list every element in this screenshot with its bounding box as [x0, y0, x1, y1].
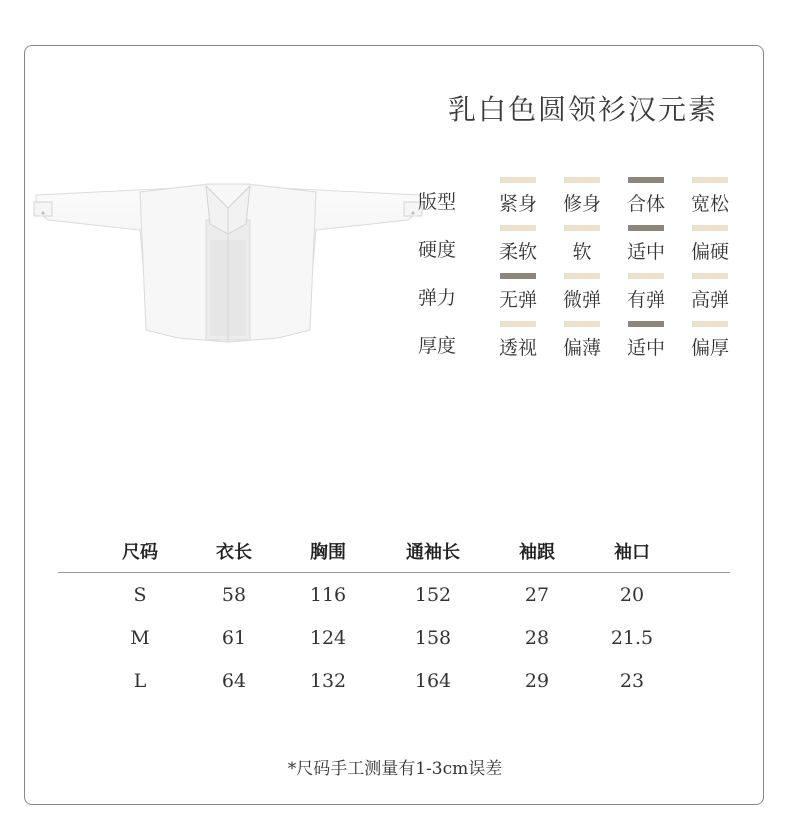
attr-indicator-bar [564, 177, 600, 183]
attr-indicator-bar [500, 321, 536, 327]
attr-indicator-bar [692, 177, 728, 183]
table-cell: 61 [221, 626, 247, 649]
attr-option-label: 有弹 [626, 289, 665, 311]
fabric-attributes [418, 168, 742, 360]
table-row [58, 659, 730, 702]
attr-indicator-bar [692, 225, 728, 231]
attr-indicator-bar [628, 225, 664, 231]
table-cell: 20 [619, 583, 645, 606]
attr-option [614, 177, 678, 216]
table-cell: 152 [414, 583, 452, 606]
attr-option [550, 321, 614, 360]
attr-option [486, 225, 550, 264]
attr-option-label: 修身 [562, 193, 601, 215]
attr-indicator-bar [628, 273, 664, 279]
attr-option [550, 177, 614, 216]
attr-option [550, 225, 614, 264]
attr-indicator-bar [692, 273, 728, 279]
attr-label: 厚度 [418, 335, 457, 357]
attr-option [614, 273, 678, 312]
attr-option-label: 无弹 [498, 289, 537, 311]
table-cell: 158 [414, 626, 452, 649]
attr-indicator-bar [500, 177, 536, 183]
attr-option-label: 微弹 [562, 289, 601, 311]
attr-option-label: 柔软 [498, 241, 537, 263]
attr-indicator-bar [628, 177, 664, 183]
header-chest: 胸围 [310, 542, 346, 563]
table-cell: L [133, 669, 147, 692]
attr-row-elasticity [418, 264, 742, 312]
table-cell: 58 [221, 583, 247, 606]
attr-row-hardness [418, 216, 742, 264]
table-cell: 132 [309, 669, 347, 692]
table-row [58, 573, 730, 616]
attr-option [486, 321, 550, 360]
attr-option-label: 合体 [626, 193, 665, 215]
attr-option-label: 高弹 [690, 289, 729, 311]
attr-option [486, 273, 550, 312]
product-title: 乳白色圆领衫汉元素 [447, 93, 718, 126]
table-cell: 21.5 [610, 626, 654, 649]
size-table-header [58, 530, 730, 573]
header-size: 尺码 [122, 542, 158, 563]
table-cell: 124 [309, 626, 347, 649]
header-sleeve-length: 通袖长 [406, 542, 460, 563]
attr-option [678, 273, 742, 312]
attr-indicator-bar [692, 321, 728, 327]
attr-option-label: 适中 [626, 241, 665, 263]
attr-option [614, 225, 678, 264]
attr-option [678, 225, 742, 264]
table-cell: 23 [619, 669, 645, 692]
size-table [58, 530, 730, 702]
attr-label: 弹力 [418, 287, 457, 309]
table-cell: 116 [309, 583, 347, 606]
header-sleeve-root: 袖跟 [519, 542, 555, 563]
attr-option-label: 适中 [626, 337, 665, 359]
garment-image [28, 180, 428, 350]
attr-option-label: 透视 [498, 337, 537, 359]
table-cell: 28 [524, 626, 550, 649]
header-length: 衣长 [216, 542, 252, 563]
measurement-note: *尺码手工测量有1-3cm误差 [287, 759, 503, 779]
attr-option-label: 宽松 [690, 193, 729, 215]
table-cell: 164 [414, 669, 452, 692]
attr-option [614, 321, 678, 360]
attr-indicator-bar [500, 273, 536, 279]
attr-row-fit [418, 168, 742, 216]
attr-option-label: 偏薄 [562, 337, 601, 359]
attr-indicator-bar [500, 225, 536, 231]
attr-option-label: 偏硬 [690, 241, 729, 263]
attr-indicator-bar [564, 273, 600, 279]
attr-label: 硬度 [418, 239, 457, 261]
attr-option-label: 偏厚 [690, 337, 729, 359]
attr-row-thickness [418, 312, 742, 360]
table-cell: S [133, 583, 147, 606]
attr-option [486, 177, 550, 216]
table-cell: 27 [524, 583, 550, 606]
attr-option [678, 177, 742, 216]
table-cell: M [130, 626, 150, 649]
header-cuff: 袖口 [614, 542, 650, 563]
attr-indicator-bar [564, 225, 600, 231]
table-cell: 64 [221, 669, 247, 692]
table-cell: 29 [524, 669, 550, 692]
attr-option-label: 软 [572, 241, 592, 263]
attr-indicator-bar [628, 321, 664, 327]
attr-option [550, 273, 614, 312]
attr-indicator-bar [564, 321, 600, 327]
attr-option-label: 紧身 [498, 193, 537, 215]
attr-label: 版型 [418, 191, 457, 213]
table-row [58, 616, 730, 659]
attr-option [678, 321, 742, 360]
